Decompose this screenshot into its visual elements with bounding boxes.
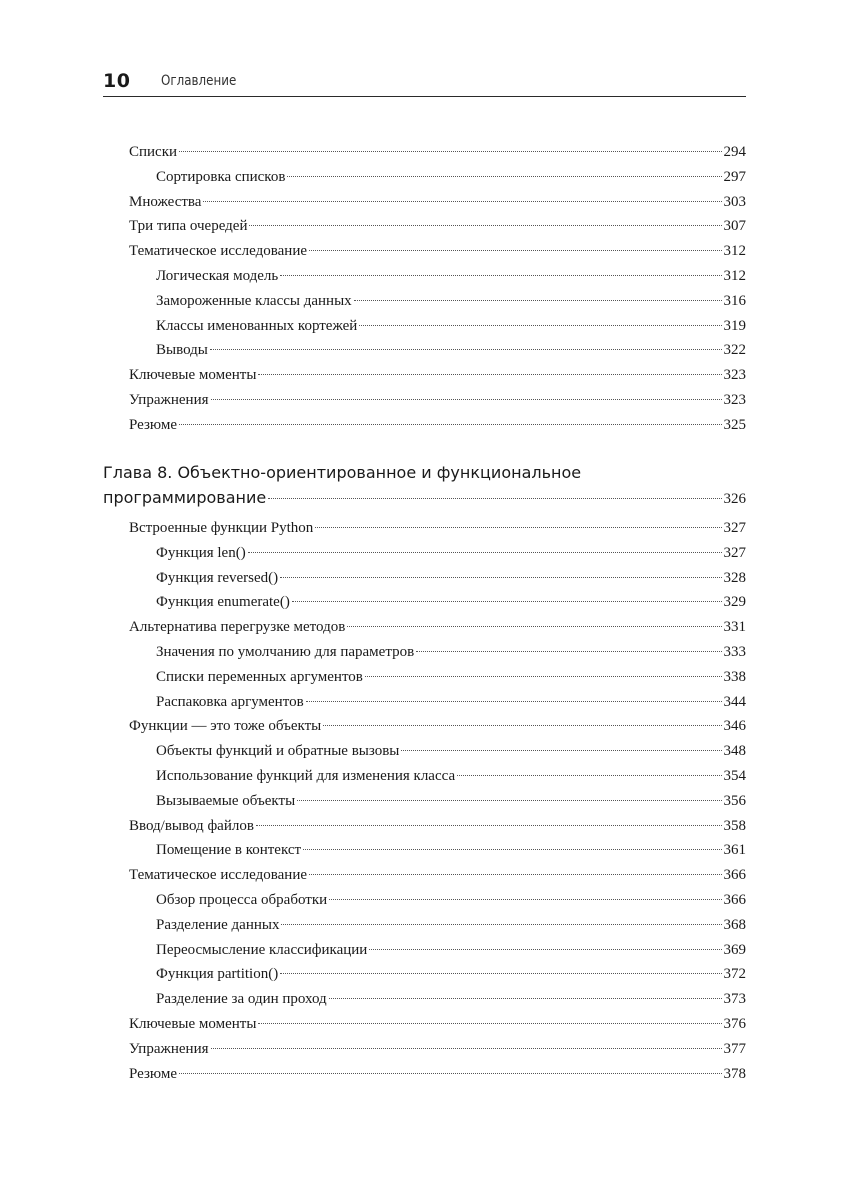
toc-entry-title: Списки bbox=[129, 144, 178, 160]
toc-entry[interactable] bbox=[129, 415, 746, 435]
toc-entry[interactable] bbox=[129, 216, 746, 236]
dot-leader bbox=[323, 724, 721, 726]
dot-leader bbox=[179, 1072, 721, 1074]
toc-entry[interactable] bbox=[129, 192, 746, 212]
dot-leader bbox=[329, 898, 721, 900]
page-number: 10 bbox=[103, 70, 131, 92]
toc-entry-title: Функция enumerate() bbox=[156, 594, 290, 611]
toc-entry-title: Упражнения bbox=[129, 1040, 209, 1057]
dot-leader bbox=[347, 625, 721, 627]
dot-leader bbox=[203, 200, 721, 202]
toc-entry-page: 319 bbox=[723, 317, 746, 334]
dot-leader bbox=[258, 1022, 721, 1024]
toc-entry-title: Упражнения bbox=[129, 392, 209, 408]
toc-entry-title: Ввод/вывод файлов bbox=[129, 817, 254, 834]
dot-leader bbox=[457, 774, 721, 776]
toc-entry-page: 327 bbox=[723, 544, 746, 561]
toc-entry-page: 328 bbox=[723, 569, 746, 586]
toc-entry-page: 348 bbox=[723, 743, 746, 760]
dot-leader bbox=[315, 526, 721, 528]
toc-entry-title: Распаковка аргументов bbox=[156, 693, 304, 710]
dot-leader bbox=[280, 274, 721, 276]
dot-leader bbox=[309, 873, 721, 875]
toc-entry-page: 356 bbox=[723, 792, 746, 809]
toc-entry-title: Списки переменных аргументов bbox=[156, 668, 363, 685]
toc-entry-page: 329 bbox=[723, 594, 746, 611]
toc-entry-page: 376 bbox=[723, 1016, 746, 1032]
toc-entry[interactable] bbox=[156, 692, 746, 712]
dot-leader bbox=[211, 1047, 722, 1049]
toc-entry[interactable] bbox=[156, 890, 746, 910]
dot-leader bbox=[297, 799, 721, 801]
dot-leader bbox=[303, 848, 721, 850]
toc-entry[interactable] bbox=[129, 241, 746, 261]
toc-entry-page: 323 bbox=[723, 392, 746, 408]
toc-entry[interactable] bbox=[156, 340, 746, 360]
toc-entry[interactable] bbox=[156, 741, 746, 761]
toc-entry-title: Ключевые моменты bbox=[129, 1016, 257, 1032]
toc-entry-page: 344 bbox=[723, 693, 746, 710]
toc-entry[interactable] bbox=[156, 667, 746, 687]
toc-entry[interactable] bbox=[129, 716, 746, 736]
chapter-entry[interactable] bbox=[103, 488, 746, 509]
toc-entry[interactable] bbox=[129, 1014, 746, 1034]
toc-entry-page: 346 bbox=[723, 718, 746, 735]
dot-leader bbox=[369, 948, 721, 950]
toc-entry-page: 333 bbox=[723, 644, 746, 660]
toc-entry[interactable] bbox=[156, 592, 746, 612]
toc-entry-title: Вызываемые объекты bbox=[156, 792, 296, 809]
toc-entry-page: 366 bbox=[723, 892, 746, 908]
toc-entry[interactable] bbox=[129, 816, 746, 836]
toc-entry-title: Альтернатива перегрузке методов bbox=[129, 619, 346, 636]
toc-entry[interactable] bbox=[156, 840, 746, 860]
toc-entry-title: Встроенные функции Python bbox=[129, 520, 314, 536]
running-title: Оглавление bbox=[161, 73, 237, 89]
toc-entry-page: 312 bbox=[723, 243, 746, 260]
toc-entry-title: Ключевые моменты bbox=[129, 367, 257, 384]
toc-entry[interactable] bbox=[156, 266, 746, 286]
toc-entry-page: 354 bbox=[723, 768, 746, 784]
toc-entry-page: 377 bbox=[723, 1040, 746, 1057]
dot-leader bbox=[359, 324, 721, 326]
toc-entry-page: 312 bbox=[723, 268, 746, 284]
toc-entry-title: Три типа очередей bbox=[129, 218, 248, 235]
toc-entry[interactable] bbox=[156, 791, 746, 811]
toc-entry-page: 322 bbox=[723, 342, 746, 359]
toc-entry-page: 369 bbox=[723, 941, 746, 958]
toc-entry-title: Использование функций для изменения класса bbox=[156, 768, 456, 784]
toc-entry[interactable] bbox=[156, 989, 746, 1009]
toc-entry-page: 323 bbox=[723, 367, 746, 384]
toc-entry-title: Множества bbox=[129, 193, 202, 210]
dot-leader bbox=[256, 824, 722, 826]
toc-entry-title: Сортировка списков bbox=[156, 168, 286, 185]
toc-entry-title: Замороженные классы данных bbox=[156, 292, 352, 309]
toc-entry[interactable] bbox=[129, 518, 746, 538]
chapter-title-line2: программирование bbox=[103, 488, 267, 507]
toc-entry[interactable] bbox=[156, 167, 746, 187]
dot-leader bbox=[211, 398, 722, 400]
toc-entry-title: Разделение данных bbox=[156, 916, 280, 933]
toc-entry[interactable] bbox=[156, 642, 746, 662]
chapter-title-line1: Глава 8. Объектно-ориентированное и функциональное bbox=[103, 463, 582, 482]
toc-entry-title: Резюме bbox=[129, 1065, 178, 1082]
dot-leader bbox=[306, 700, 722, 702]
toc-entry[interactable] bbox=[129, 865, 746, 885]
toc-entry[interactable] bbox=[129, 390, 746, 410]
toc-entry[interactable] bbox=[156, 766, 746, 786]
toc-entry-title: Функция partition() bbox=[156, 966, 279, 983]
toc-entry-page: 327 bbox=[723, 520, 746, 536]
toc-entry-title: Тематическое исследование bbox=[129, 867, 308, 884]
dot-leader bbox=[248, 551, 722, 553]
toc-entry[interactable] bbox=[156, 915, 746, 935]
toc-entry-page: 378 bbox=[723, 1065, 746, 1082]
toc-entry[interactable] bbox=[129, 365, 746, 385]
toc-entry-page: 368 bbox=[723, 916, 746, 933]
toc-entry-title: Значения по умолчанию для параметров bbox=[156, 644, 415, 660]
toc-entry-title: Тематическое исследование bbox=[129, 243, 308, 260]
toc-entry-title: Резюме bbox=[129, 416, 178, 433]
dot-leader bbox=[292, 600, 722, 602]
toc-entry-page: 361 bbox=[723, 842, 746, 859]
toc-entry[interactable] bbox=[156, 291, 746, 311]
toc-entry-page: 303 bbox=[723, 193, 746, 210]
toc-entry[interactable] bbox=[156, 964, 746, 984]
toc-entry-title: Функция reversed() bbox=[156, 569, 279, 586]
dot-leader bbox=[365, 675, 722, 677]
toc-entry-page: 325 bbox=[723, 416, 746, 433]
dot-leader bbox=[416, 650, 721, 652]
toc-entry-page: 307 bbox=[723, 218, 746, 235]
dot-leader bbox=[268, 497, 721, 499]
toc-entry-title: Помещение в контекст bbox=[156, 842, 302, 859]
chapter-page-number: 326 bbox=[723, 491, 746, 507]
toc-entry[interactable] bbox=[129, 142, 746, 162]
toc-entry-title: Выводы bbox=[156, 342, 208, 359]
toc-entry-title: Классы именованных кортежей bbox=[156, 317, 358, 334]
dot-leader bbox=[179, 150, 721, 152]
toc-entry-title: Логическая модель bbox=[156, 268, 279, 284]
toc-entry-page: 358 bbox=[723, 817, 746, 834]
dot-leader bbox=[258, 373, 721, 375]
toc-entry-title: Функции — это тоже объекты bbox=[129, 718, 322, 735]
toc-entry-page: 316 bbox=[723, 292, 746, 309]
dot-leader bbox=[329, 997, 722, 999]
toc-entry-page: 372 bbox=[723, 966, 746, 983]
dot-leader bbox=[210, 348, 722, 350]
toc-entry[interactable] bbox=[129, 1039, 746, 1059]
toc-entry-page: 331 bbox=[723, 619, 746, 636]
dot-leader bbox=[249, 224, 721, 226]
toc-entry-title: Переосмысление классификации bbox=[156, 941, 368, 958]
toc-entry[interactable] bbox=[156, 543, 746, 563]
toc-entry-title: Обзор процесса обработки bbox=[156, 892, 328, 908]
dot-leader bbox=[354, 299, 722, 301]
dot-leader bbox=[179, 423, 721, 425]
toc-entry[interactable] bbox=[156, 316, 746, 336]
dot-leader bbox=[281, 923, 721, 925]
toc-entry[interactable] bbox=[156, 568, 746, 588]
page-header bbox=[103, 66, 746, 97]
dot-leader bbox=[401, 749, 721, 751]
toc-entry[interactable] bbox=[156, 940, 746, 960]
toc-entry-title: Объекты функций и обратные вызовы bbox=[156, 743, 400, 760]
toc-entry-title: Функция len() bbox=[156, 544, 246, 561]
toc-entry[interactable] bbox=[129, 617, 746, 637]
dot-leader bbox=[280, 576, 721, 578]
toc-entry-page: 373 bbox=[723, 991, 746, 1008]
toc-entry[interactable] bbox=[129, 1064, 746, 1084]
toc-entry-page: 294 bbox=[723, 144, 746, 160]
toc-entry-title: Разделение за один проход bbox=[156, 991, 327, 1008]
toc-entry-page: 338 bbox=[723, 668, 746, 685]
dot-leader bbox=[287, 175, 721, 177]
dot-leader bbox=[309, 249, 721, 251]
toc-entry-page: 297 bbox=[723, 168, 746, 185]
dot-leader bbox=[280, 972, 721, 974]
toc-entry-page: 366 bbox=[723, 867, 746, 884]
